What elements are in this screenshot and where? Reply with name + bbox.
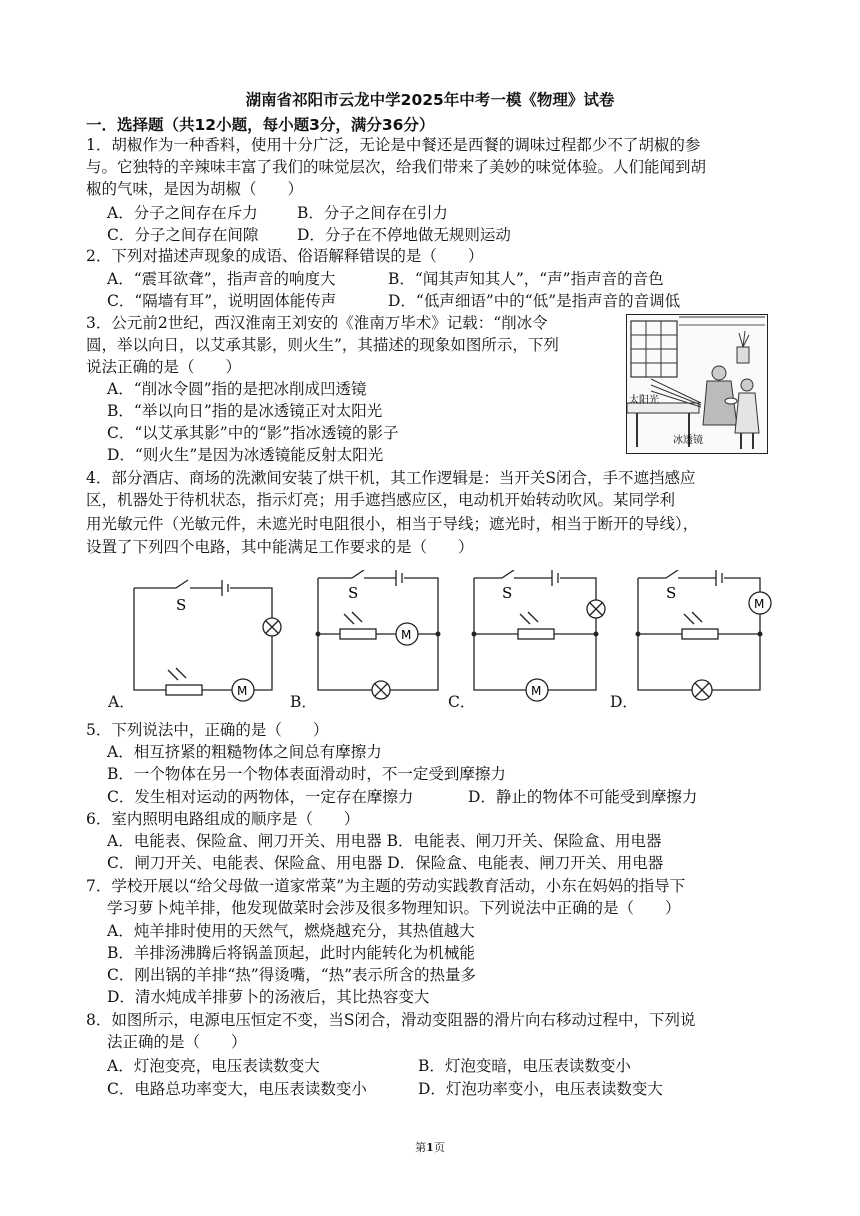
q8-line: 法正确的是（ ） — [107, 1033, 247, 1051]
q1-option-c: C．分子之间存在间隙 — [107, 226, 259, 244]
q6-stem: 6．室内照明电路组成的顺序是（ ） — [86, 810, 360, 828]
q4-line: 用光敏元件（光敏元件，未遮光时电阻很小，相当于导线；遮光时，相当于断开的导线）， — [86, 515, 699, 533]
q7-line: 7．学校开展以“给父母做一道家常菜”为主题的劳动实践教育活动，小东在妈妈的指导下 — [86, 877, 686, 895]
page-number-prefix: 第 — [415, 1141, 427, 1154]
q3-line: 说法正确的是（ ） — [86, 358, 242, 376]
q5-option-b: B．一个物体在另一个物体表面滑动时，不一定受到摩擦力 — [107, 765, 506, 783]
q5-option-c: C．发生相对运动的两物体，一定存在摩擦力 — [107, 788, 414, 806]
q1-option-d: D．分子在不停地做无规则运动 — [297, 226, 511, 244]
q3-option-c: C．“以艾承其影”中的“影”指冰透镜的影子 — [107, 424, 399, 442]
q8-option-b: B．灯泡变暗，电压表读数变小 — [418, 1057, 631, 1075]
circuit-a-label: A． — [108, 693, 135, 711]
circuit-a — [126, 570, 286, 710]
switch-label: S — [348, 584, 359, 602]
q7-option-a: A．炖羊排时使用的天然气，燃烧越充分，其热值越大 — [107, 922, 475, 940]
q8-option-c: C．电路总功率变大，电压表读数变小 — [107, 1080, 367, 1098]
q2-option-b: B．“闻其声知其人”，“声”指声音的音色 — [388, 270, 664, 288]
q2-option-d: D．“低声细语”中的“低”是指声音的音调低 — [388, 292, 681, 310]
junction-dot — [472, 632, 477, 637]
q8-option-d: D．灯泡功率变小，电压表读数变大 — [418, 1080, 663, 1098]
sun-label: 太阳光 — [629, 395, 659, 406]
q3-option-a: A．“削冰令圆”指的是把冰削成凹透镜 — [107, 380, 367, 398]
page-title: 湖南省祁阳市云龙中学2025年中考一模《物理》试卷 — [245, 91, 615, 109]
q4-line: 设置了下列四个电路，其中能满足工作要求的是（ ） — [86, 538, 474, 556]
q3-option-d: D．“则火生”是因为冰透镜能反射太阳光 — [107, 446, 384, 464]
circuit-c — [466, 570, 616, 710]
q8-line: 8．如图所示，电源电压恒定不变，当S闭合，滑动变阻器的滑片向右移动过程中，下列说 — [86, 1011, 696, 1029]
page-number: 1 — [426, 1141, 434, 1154]
q4-line: 区，机器处于待机状态，指示灯亮；用手遮挡感应区，电动机开始转动吹风。某同学利 — [86, 491, 676, 509]
q7-option-d: D．清水炖成羊排萝卜的汤液后，其比热容变大 — [107, 988, 430, 1006]
circuit-b — [310, 570, 460, 710]
q1-line: 椒的气味，是因为胡椒（ ） — [86, 180, 304, 198]
lens-label: 冰透镜 — [673, 435, 703, 446]
q5-option-a: A．相互挤紧的粗糙物体之间总有摩擦力 — [107, 743, 382, 761]
q7-option-b: B．羊排汤沸腾后将锅盖顶起，此时内能转化为机械能 — [107, 944, 475, 962]
switch-label: S — [176, 596, 187, 614]
q5-stem: 5．下列说法中，正确的是（ ） — [86, 721, 329, 739]
q6-options-row: C．闸刀开关、电能表、保险盒、用电器 D．保险盒、电能表、闸刀开关、用电器 — [107, 854, 664, 872]
circuit-c-label: C． — [448, 693, 476, 711]
q1-option-a: A．分子之间存在斥力 — [107, 204, 258, 222]
switch-label: S — [502, 584, 513, 602]
section-heading: 一．选择题（共12小题，每小题3分，满分36分） — [86, 116, 435, 134]
q2-option-a: A．“震耳欲聋”，指声音的响度大 — [107, 270, 336, 288]
q5-option-d: D．静止的物体不可能受到摩擦力 — [468, 788, 698, 806]
q4-line: 4．部分酒店、商场的洗漱间安装了烘干机，其工作逻辑是：当开关S闭合，手不遮挡感应 — [86, 469, 696, 487]
junction-dot — [436, 632, 441, 637]
q3-line: 3．公元前2世纪，西汉淮南王刘安的《淮南万毕术》记载：“削冰令 — [86, 314, 548, 332]
q1-option-b: B．分子之间存在引力 — [297, 204, 448, 222]
q8-option-a: A．灯泡变亮，电压表读数变大 — [107, 1057, 320, 1075]
q1-line: 与。它独特的辛辣味丰富了我们的味觉层次，给我们带来了美妙的味觉体验。人们能闻到胡 — [86, 158, 707, 176]
q7-option-c: C．刚出锅的羊排“热”得烫嘴，“热”表示所含的热量多 — [107, 966, 477, 984]
motor-label: M — [237, 684, 248, 698]
q1-line: 1．胡椒作为一种香料，使用十分广泛，无论是中餐还是西餐的调味过程都少不了胡椒的参 — [86, 136, 701, 154]
junction-dot — [316, 632, 321, 637]
q3-option-b: B．“举以向日”指的是冰透镜正对太阳光 — [107, 402, 383, 420]
q2-stem: 2．下列对描述声现象的成语、俗语解释错误的是（ ） — [86, 247, 484, 265]
circuit-b-label: B． — [290, 693, 317, 711]
q7-line: 学习萝卜炖羊排，他发现做菜时会涉及很多物理知识。下列说法中正确的是（ ） — [107, 899, 681, 917]
q6-options-row: A．电能表、保险盒、闸刀开关、用电器 B．电能表、闸刀开关、保险盒、用电器 — [107, 832, 662, 850]
junction-dot — [758, 632, 763, 637]
q3-line: 圆，举以向日，以艾承其影，则火生”，其描述的现象如图所示，下列 — [86, 336, 559, 354]
q2-option-c: C．“隔墙有耳”，说明固体能传声 — [107, 292, 337, 310]
junction-dot — [636, 632, 641, 637]
junction-dot — [594, 632, 599, 637]
ice-lens-illustration — [626, 314, 768, 454]
motor-label: M — [401, 628, 412, 642]
ice-lens-drawing — [627, 315, 767, 453]
switch-label: S — [666, 584, 677, 602]
circuit-d-label: D． — [610, 693, 638, 711]
circuit-d — [630, 570, 780, 710]
motor-label: M — [531, 684, 542, 698]
page-number-suffix: 页 — [433, 1141, 445, 1154]
page-footer — [0, 1139, 860, 1155]
motor-label: M — [754, 597, 765, 611]
